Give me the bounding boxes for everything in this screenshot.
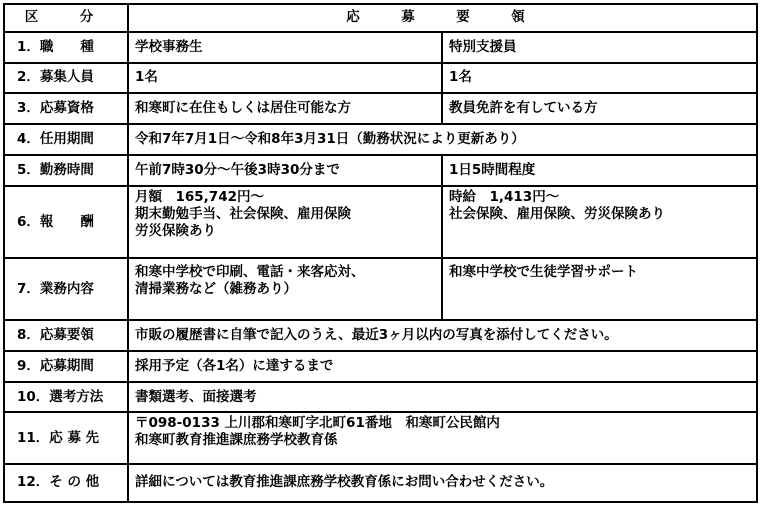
row-label-compensation: 6．報 酬 [4,186,128,258]
header-category: 区 分 [4,4,128,32]
table-row [4,63,757,94]
cell-application-period: 採用予定（各1名）に達するまで [128,351,757,382]
text-line: 和寒中学校で印刷、電話・来客応対、 [135,264,365,281]
row-label-duties: 7．業務内容 [4,258,128,320]
cell-apply-to [128,412,757,463]
table-row [4,186,757,258]
table-header-row [4,4,757,32]
cell-duties-support [442,258,757,320]
row-label-selection: 10．選考方法 [4,382,128,413]
cell-openings-support: 1名 [442,63,757,94]
cell-job-type-support-staff: 特別支援員 [442,32,757,63]
cell-term: 令和7年7月1日～令和8年3月31日（勤務状況により更新あり） [128,124,757,155]
table-row [4,124,757,155]
text-line: 社会保険、雇用保険、労災保険あり [449,205,665,222]
cell-other: 詳細については教育推進課庶務学校教育係にお問い合わせください。 [128,464,757,502]
text-line: 期末勤勉手当、社会保険、雇用保険 [135,205,351,222]
recruitment-table [3,3,758,503]
row-label-application-period: 9．応募期間 [4,351,128,382]
header-requirements: 応 募 要 領 [128,4,757,32]
cell-selection: 書類選考、面接選考 [128,382,757,413]
row-label-other: 12．そ の 他 [4,464,128,502]
table-row [4,382,757,413]
cell-duties-clerk [128,258,442,320]
cell-application-guidelines: 市販の履歴書に自筆で記入のうえ、最近3ヶ月以内の写真を添付してください。 [128,320,757,351]
table-row [4,258,757,320]
cell-job-type-school-clerk: 学校事務生 [128,32,442,63]
cell-work-hours-clerk: 午前7時30分～午後3時30分まで [128,155,442,186]
table-row [4,351,757,382]
row-label-qualification: 3．応募資格 [4,93,128,124]
text-line: 時給 1,413円～ [449,188,560,205]
row-label-job-type: 1．職 種 [4,32,128,63]
table-row [4,320,757,351]
row-label-work-hours: 5．勤務時間 [4,155,128,186]
cell-openings-clerk: 1名 [128,63,442,94]
row-label-apply-to: 11．応 募 先 [4,412,128,463]
text-line: 月額 165,742円～ [135,188,264,205]
table-row [4,32,757,63]
text-line: 労災保険あり [135,222,216,239]
row-label-openings: 2．募集人員 [4,63,128,94]
cell-qualification-support: 教員免許を有している方 [442,93,757,124]
text-line: 和寒中学校で生徒学習サポート [449,264,638,281]
table-row [4,412,757,463]
cell-compensation-clerk [128,186,442,258]
table-row [4,464,757,502]
text-line: 清掃業務など（雑務あり） [135,281,297,298]
row-label-application-guidelines: 8．応募要領 [4,320,128,351]
table-row [4,155,757,186]
department-line: 和寒町教育推進課庶務学校教育係 [135,432,338,449]
row-label-term: 4．任用期間 [4,124,128,155]
cell-compensation-support [442,186,757,258]
cell-qualification-clerk: 和寒町に在住もしくは居住可能な方 [128,93,442,124]
table-row [4,93,757,124]
address-line: 〒098-0133 上川郡和寒町字北町61番地 和寒町公民館内 [135,415,500,432]
cell-work-hours-support: 1日5時間程度 [442,155,757,186]
